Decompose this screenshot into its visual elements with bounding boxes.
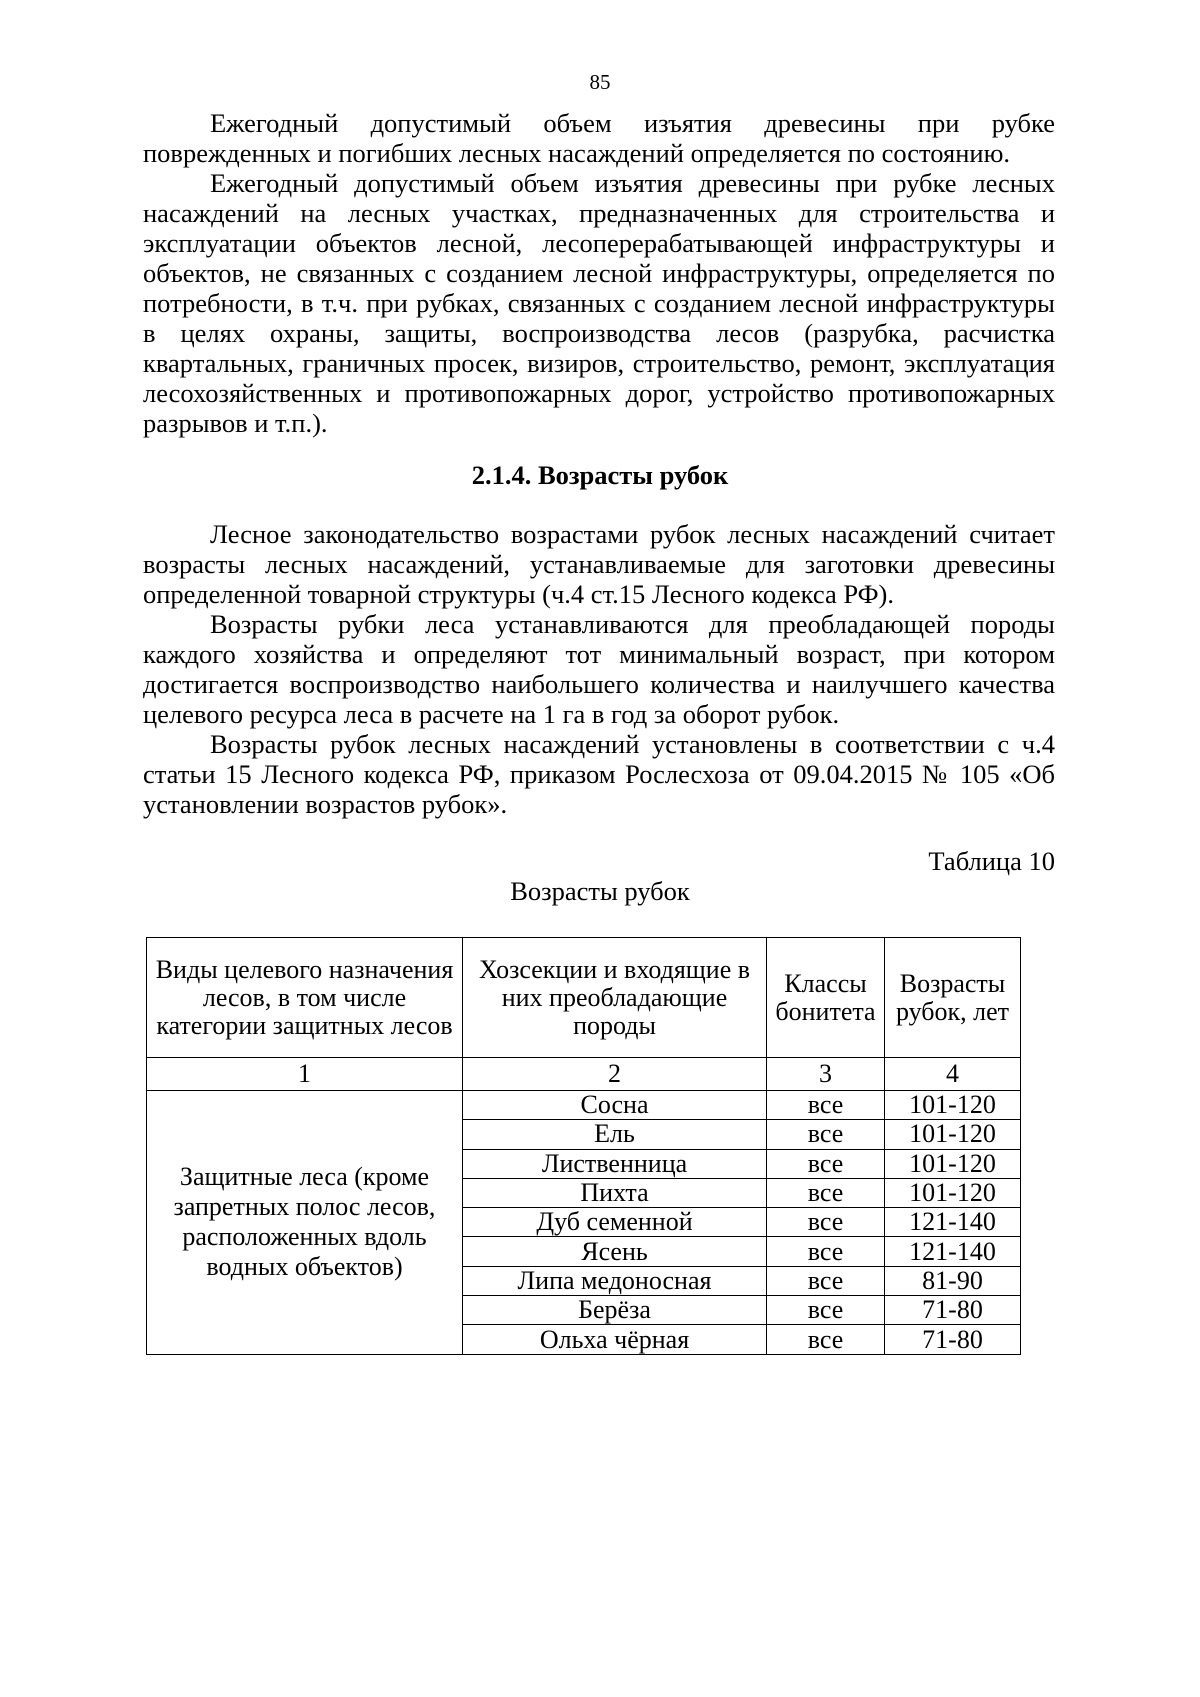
column-number-cell: 2 [463,1058,767,1091]
species-cell: Берёза [463,1296,767,1325]
cutting-age-cell: 81-90 [885,1266,1021,1295]
cutting-age-cell: 101-120 [885,1149,1021,1178]
site-class-cell: все [767,1149,885,1178]
table-header-row [147,938,1021,1058]
column-number-cell: 1 [147,1058,463,1091]
site-class-cell: все [767,1325,885,1354]
column-number-row [147,1058,1021,1091]
column-number-cell: 4 [885,1058,1021,1091]
paragraph: Возрасты рубки леса устанавливаются для преобладающей породы каждого хозяйства и определяют тот минимальный возраст, при котором достигается воспроизводство наибольшего количества и наилучшего качества целевого ресурса леса в расчете на 1 га в год за оборот рубок. [143,609,1055,729]
site-class-cell: все [767,1208,885,1237]
species-cell: Липа медоносная [463,1266,767,1295]
column-number-cell: 3 [767,1058,885,1091]
site-class-cell: все [767,1091,885,1120]
cutting-age-cell: 71-80 [885,1325,1021,1354]
site-class-cell: все [767,1178,885,1207]
species-cell: Пихта [463,1178,767,1207]
cutting-age-cell: 101-120 [885,1120,1021,1149]
section-heading: 2.1.4. Возрасты рубок [471,460,729,490]
cutting-age-table [146,937,1021,1355]
header-cell: Классы бонитета [767,938,885,1058]
species-cell: Ясень [463,1237,767,1266]
page-number: 85 [589,70,611,94]
cutting-age-cell: 121-140 [885,1208,1021,1237]
species-cell: Лиственница [463,1149,767,1178]
cutting-age-cell: 121-140 [885,1237,1021,1266]
table-title: Возрасты рубок [510,876,690,906]
table-number: Таблица 10 [928,846,1055,876]
cutting-age-cell: 101-120 [885,1091,1021,1120]
paragraph: Возрасты рубок лесных насаждений установлены в соответствии с ч.4 статьи 15 Лесного кодекса РФ, приказом Рослесхоза от 09.04.2015 № 105 «Об установлении возрастов рубок». [143,729,1055,819]
species-cell: Ольха чёрная [463,1325,767,1354]
site-class-cell: все [767,1296,885,1325]
table-row [147,1091,1021,1120]
cutting-age-cell: 101-120 [885,1178,1021,1207]
cutting-age-cell: 71-80 [885,1296,1021,1325]
header-cell: Возрасты рубок, лет [885,938,1021,1058]
site-class-cell: все [767,1120,885,1149]
paragraph: Ежегодный допустимый объем изъятия древесины при рубке поврежденных и погибших лесных насаждений определяется по состоянию. [143,108,1055,168]
section-text-block [143,519,1055,819]
species-cell: Дуб семенной [463,1208,767,1237]
header-cell: Хозсекции и входящие в них преобладающие породы [463,938,767,1058]
forest-category-cell: Защитные леса (кроме запретных полос лесов, расположенных вдоль водных объектов) [147,1091,463,1355]
paragraph: Лесное законодательство возрастами рубок лесных насаждений считает возрасты лесных насаждений, устанавливаемые для заготовки древесины определенной товарной структуры (ч.4 ст.15 Лесного кодекса РФ). [143,519,1055,609]
species-cell: Сосна [463,1091,767,1120]
site-class-cell: все [767,1237,885,1266]
paragraph: Ежегодный допустимый объем изъятия древесины при рубке лесных насаждений на лесных участках, предназначенных для строительства и эксплуатации объектов лесной, лесоперерабатывающей инфраструктуры и объектов, не связанных с созданием лесной инфраструктуры, определяется по потребности, в т.ч. при рубках, связанных с созданием лесной инфраструктуры в целях охраны, защиты, воспроизводства лесов (разрубка, расчистка квартальных, граничных просек, визиров, строительство, ремонт, эксплуатация лесохозяйственных и противопожарных дорог, устройство противопожарных разрывов и т.п.). [143,168,1055,438]
species-cell: Ель [463,1120,767,1149]
site-class-cell: все [767,1266,885,1295]
header-cell: Виды целевого назначения лесов, в том числе категории защитных лесов [147,938,463,1058]
intro-text-block [143,108,1055,438]
